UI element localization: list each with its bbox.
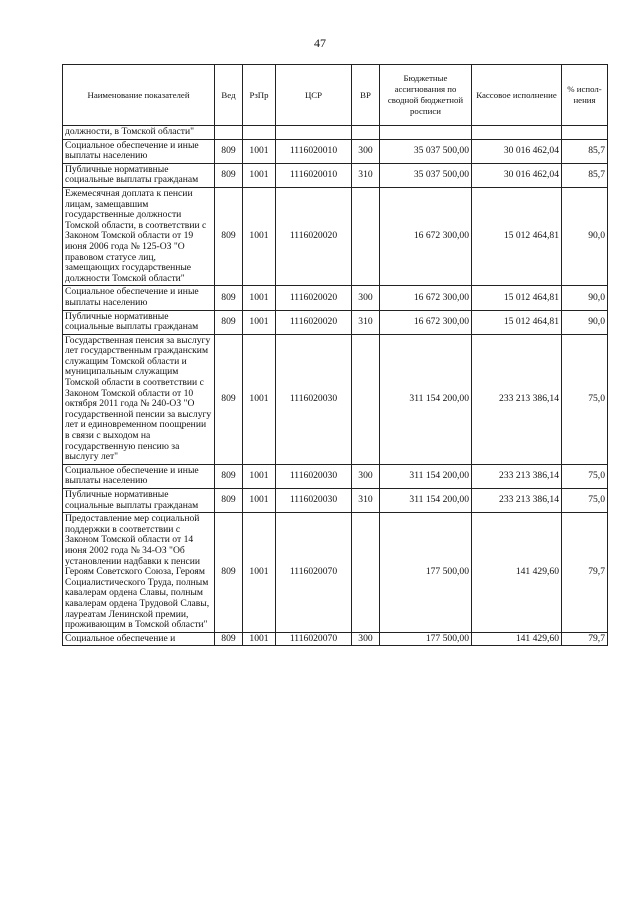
cell-vr: 300 [352, 632, 380, 646]
cell-exec: 30 016 462,04 [472, 163, 562, 187]
cell-csr: 1116020070 [276, 632, 352, 646]
header-pct: % испол-нения [562, 65, 608, 126]
header-ved: Вед [215, 65, 243, 126]
cell-exec [472, 126, 562, 140]
cell-exec: 233 213 386,14 [472, 489, 562, 513]
cell-plan: 311 154 200,00 [380, 489, 472, 513]
cell-rzpr: 1001 [243, 187, 276, 285]
cell-vr [352, 126, 380, 140]
cell-ved [215, 126, 243, 140]
cell-rzpr: 1001 [243, 632, 276, 646]
cell-vr [352, 334, 380, 464]
cell-pct: 79,7 [562, 632, 608, 646]
cell-plan: 16 672 300,00 [380, 286, 472, 310]
table-row [63, 286, 608, 310]
cell-pct: 75,0 [562, 489, 608, 513]
cell-exec: 15 012 464,81 [472, 286, 562, 310]
cell-ved: 809 [215, 163, 243, 187]
cell-pct: 85,7 [562, 139, 608, 163]
cell-rzpr: 1001 [243, 489, 276, 513]
cell-vr: 300 [352, 139, 380, 163]
cell-csr: 1116020020 [276, 187, 352, 285]
cell-plan: 311 154 200,00 [380, 464, 472, 488]
cell-pct: 85,7 [562, 163, 608, 187]
cell-name: Публичные нормативные социальные выплаты гражданам [63, 163, 215, 187]
cell-plan: 16 672 300,00 [380, 187, 472, 285]
cell-vr: 310 [352, 310, 380, 334]
cell-vr: 300 [352, 286, 380, 310]
cell-rzpr: 1001 [243, 464, 276, 488]
cell-name: Государственная пенсия за выслугу лет государственным гражданским служащим Томской области и муниципальным служащим Томской области в соответствии с Законом Томской области от 10 октября 2011 года № 240-ОЗ "О государственной пенсии за выслугу лет и единовременном поощрении в связи с выходом на государственную пенсию за выслугу лет" [63, 334, 215, 464]
cell-name: Социальное обеспечение и иные выплаты населению [63, 464, 215, 488]
cell-vr: 300 [352, 464, 380, 488]
cell-ved: 809 [215, 632, 243, 646]
cell-csr: 1116020020 [276, 310, 352, 334]
header-plan: Бюджетные ассигнования по сводной бюджетной росписи [380, 65, 472, 126]
table-row [63, 126, 608, 140]
cell-exec: 30 016 462,04 [472, 139, 562, 163]
header-exec: Кассовое исполнение [472, 65, 562, 126]
cell-csr: 1116020010 [276, 163, 352, 187]
table-header-row [63, 65, 608, 126]
cell-plan: 177 500,00 [380, 513, 472, 633]
cell-plan: 311 154 200,00 [380, 334, 472, 464]
table-row [63, 632, 608, 646]
cell-name: Социальное обеспечение и иные выплаты населению [63, 139, 215, 163]
cell-ved: 809 [215, 139, 243, 163]
cell-plan: 177 500,00 [380, 632, 472, 646]
cell-pct: 90,0 [562, 187, 608, 285]
cell-ved: 809 [215, 513, 243, 633]
cell-name: Социальное обеспечение и иные выплаты населению [63, 286, 215, 310]
cell-name: Публичные нормативные социальные выплаты гражданам [63, 489, 215, 513]
cell-vr [352, 513, 380, 633]
cell-csr: 1116020070 [276, 513, 352, 633]
cell-exec: 15 012 464,81 [472, 310, 562, 334]
table-row [63, 513, 608, 633]
cell-ved: 809 [215, 464, 243, 488]
cell-rzpr [243, 126, 276, 140]
cell-name: Ежемесячная доплата к пенсии лицам, замещавшим государственные должности Томской области, в соответствии с Законом Томской области от 19 июня 2006 года № 125-ОЗ "О правовом статусе лиц, замещающих государственные должности Томской области" [63, 187, 215, 285]
cell-exec: 233 213 386,14 [472, 334, 562, 464]
cell-plan: 35 037 500,00 [380, 139, 472, 163]
table-row [63, 334, 608, 464]
table-row [63, 464, 608, 488]
cell-plan [380, 126, 472, 140]
cell-ved: 809 [215, 334, 243, 464]
cell-csr: 1116020030 [276, 334, 352, 464]
header-name: Наименование показателей [63, 65, 215, 126]
cell-rzpr: 1001 [243, 310, 276, 334]
cell-vr: 310 [352, 489, 380, 513]
cell-vr: 310 [352, 163, 380, 187]
cell-vr [352, 187, 380, 285]
cell-name: должности, в Томской области" [63, 126, 215, 140]
table-row [63, 310, 608, 334]
table-row [63, 489, 608, 513]
cell-name: Предоставление мер социальной поддержки в соответствии с Законом Томской области от 14 июня 2002 года № 34-ОЗ "Об установлении надбавки к пенсии Героям Советского Союза, Героям Социалистического Труда, полным кавалерам ордена Славы, полным кавалерам ордена Трудовой Славы, лауреатам Ленинской премии, проживающим в Томской области" [63, 513, 215, 633]
cell-pct: 75,0 [562, 464, 608, 488]
cell-ved: 809 [215, 489, 243, 513]
cell-plan: 16 672 300,00 [380, 310, 472, 334]
table-row [63, 163, 608, 187]
cell-csr: 1116020020 [276, 286, 352, 310]
budget-execution-table [62, 64, 608, 646]
header-rzpr: РзПр [243, 65, 276, 126]
cell-csr: 1116020010 [276, 139, 352, 163]
cell-csr: 1116020030 [276, 489, 352, 513]
table-row [63, 139, 608, 163]
page-number: 47 [314, 36, 326, 50]
cell-rzpr: 1001 [243, 334, 276, 464]
cell-rzpr: 1001 [243, 513, 276, 633]
cell-csr [276, 126, 352, 140]
cell-exec: 233 213 386,14 [472, 464, 562, 488]
cell-rzpr: 1001 [243, 286, 276, 310]
cell-ved: 809 [215, 187, 243, 285]
cell-plan: 35 037 500,00 [380, 163, 472, 187]
cell-rzpr: 1001 [243, 139, 276, 163]
cell-pct: 90,0 [562, 310, 608, 334]
cell-ved: 809 [215, 310, 243, 334]
cell-exec: 15 012 464,81 [472, 187, 562, 285]
cell-exec: 141 429,60 [472, 632, 562, 646]
header-csr: ЦСР [276, 65, 352, 126]
header-vr: ВР [352, 65, 380, 126]
cell-exec: 141 429,60 [472, 513, 562, 633]
cell-ved: 809 [215, 286, 243, 310]
cell-pct: 75,0 [562, 334, 608, 464]
cell-pct [562, 126, 608, 140]
cell-pct: 79,7 [562, 513, 608, 633]
cell-name: Публичные нормативные социальные выплаты гражданам [63, 310, 215, 334]
cell-pct: 90,0 [562, 286, 608, 310]
cell-rzpr: 1001 [243, 163, 276, 187]
cell-name: Социальное обеспечение и [63, 632, 215, 646]
table-row [63, 187, 608, 285]
cell-csr: 1116020030 [276, 464, 352, 488]
